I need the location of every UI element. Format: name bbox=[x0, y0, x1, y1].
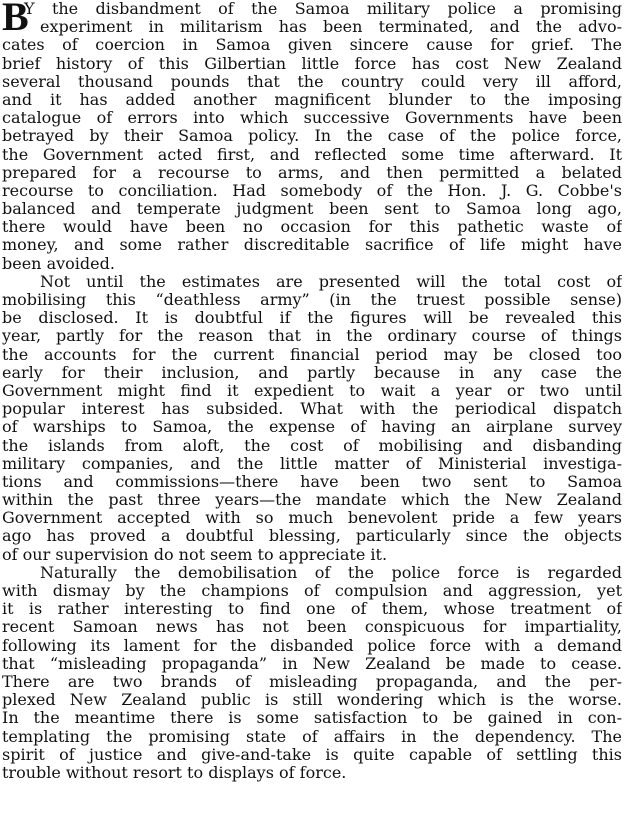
paragraph-1 bbox=[2, 0, 622, 273]
text-line: military companies, and the little matter of Ministerial investiga- bbox=[2, 454, 622, 473]
text-line: Government accepted with so much benevolent pride a few years bbox=[2, 509, 622, 528]
paragraph-3 bbox=[2, 564, 622, 782]
text-line: templating the promising state of affairs in the dependency. The bbox=[2, 727, 622, 746]
drop-cap: B bbox=[2, 0, 29, 39]
text-line: Naturally the demobilisation of the police force is regarded bbox=[40, 563, 622, 582]
text-line: several thousand pounds that the country could very ill afford, bbox=[2, 72, 622, 91]
text-line: been avoided. bbox=[2, 254, 115, 273]
text-line: that “misleading propaganda” in New Zealand be made to cease. bbox=[2, 654, 622, 673]
text-line: there would have been no occasion for this pathetic waste of bbox=[2, 218, 622, 237]
text-line: be disclosed. It is doubtful if the figures will be revealed this bbox=[2, 309, 622, 328]
text-line: recourse to conciliation. Had somebody of the Hon. J. G. Cobbe's bbox=[2, 181, 622, 200]
text-line: early for their inclusion, and partly because in any case the bbox=[2, 363, 622, 382]
text-line: year, partly for the reason that in the ordinary course of things bbox=[2, 327, 622, 346]
text-line: spirit of justice and give-and-take is quite capable of settling this bbox=[2, 745, 622, 764]
text-line: trouble without resort to displays of force. bbox=[2, 763, 347, 782]
text-line: ago has proved a doubtful blessing, particularly since the objects bbox=[2, 527, 622, 546]
text-line: the Government acted first, and reflected some time afterward. It bbox=[2, 145, 622, 164]
text-line: Y the disbandment of the Samoa military police a promising bbox=[24, 0, 622, 18]
text-line: There are two brands of misleading propaganda, and the per- bbox=[2, 672, 622, 691]
text-line: of our supervision do not seem to appreciate it. bbox=[2, 545, 388, 564]
text-line: cates of coercion in Samoa given sincere cause for grief. The bbox=[2, 36, 622, 55]
text-line: plexed New Zealand public is still wondering which is the worse. bbox=[2, 691, 622, 710]
text-line: catalogue of errors into which successive Governments have been bbox=[2, 109, 622, 128]
text-line: experiment in militarism has been terminated, and the advo- bbox=[40, 18, 622, 37]
text-line: betrayed by their Samoa policy. In the case of the police force, bbox=[2, 127, 622, 146]
text-line: In the meantime there is some satisfaction to be gained in con- bbox=[2, 709, 622, 728]
text-line: balanced and temperate judgment been sent to Samoa long ago, bbox=[2, 200, 622, 219]
text-line: mobilising this “deathless army” (in the truest possible sense) bbox=[2, 291, 622, 309]
text-line: Not until the estimates are presented will the total cost of bbox=[40, 272, 622, 291]
text-line: the accounts for the current financial period may be closed too bbox=[2, 345, 622, 364]
text-line: it is rather interesting to find one of them, whose treatment of bbox=[2, 600, 622, 619]
text-line: following its lament for the disbanded police force with a demand bbox=[2, 636, 622, 655]
article-page bbox=[2, 0, 622, 820]
text-line: within the past three years—the mandate which the New Zealand bbox=[2, 491, 622, 510]
text-line: money, and some rather discreditable sacrifice of life might have bbox=[2, 236, 622, 255]
text-line: prepared for a recourse to arms, and then permitted a belated bbox=[2, 163, 622, 182]
text-line: popular interest has subsided. What with the periodical dispatch bbox=[2, 400, 622, 419]
paragraph-2 bbox=[2, 273, 622, 564]
text-line: recent Samoan news has not been conspicuous for impartiality, bbox=[2, 618, 622, 637]
text-line: of warships to Samoa, the expense of having an airplane survey bbox=[2, 418, 622, 437]
text-line: tions and commissions—there have been two sent to Samoa bbox=[2, 472, 622, 491]
text-line: with dismay by the champions of compulsion and aggression, yet bbox=[2, 582, 622, 600]
text-line: and it has added another magnificent blunder to the imposing bbox=[2, 90, 622, 109]
text-line: the islands from aloft, the cost of mobilising and disbanding bbox=[2, 436, 622, 455]
text-line: Government might find it expedient to wait a year or two until bbox=[2, 381, 622, 400]
text-line: brief history of this Gilbertian little force has cost New Zealand bbox=[2, 54, 622, 73]
